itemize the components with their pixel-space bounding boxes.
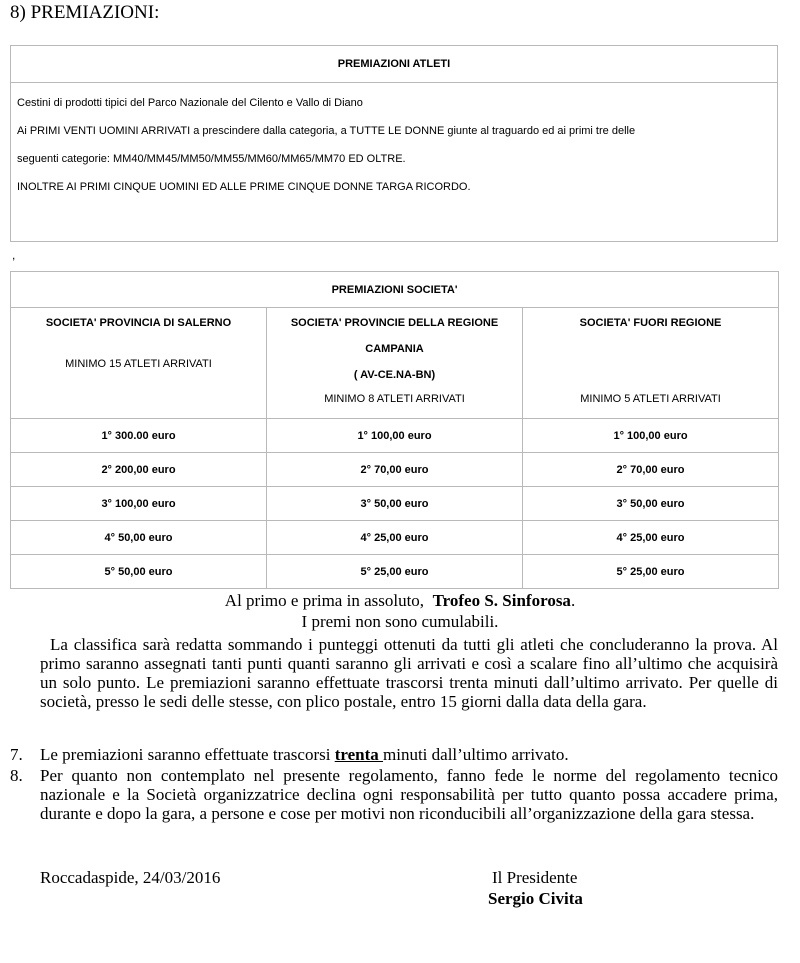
column-minimum: MINIMO 5 ATLETI ARRIVATI <box>580 393 721 405</box>
column-header-campania <box>267 308 523 419</box>
stray-mark: , <box>12 248 16 262</box>
trophy-prefix: Al primo e prima in assoluto, <box>224 591 433 610</box>
place-date: Roccadaspide, 24/03/2016 <box>40 868 221 887</box>
list-item-number: 7. <box>10 745 23 764</box>
prize-cell: 2° 200,00 euro <box>11 453 267 487</box>
non-cumulative-note: I premi non sono cumulabili. <box>301 612 499 631</box>
prize-cell: 3° 100,00 euro <box>11 487 267 521</box>
emphasis-trenta: trenta <box>334 745 384 764</box>
athletes-prize-line: Cestini di prodotti tipici del Parco Nazionale del Cilento e Vallo di Diano <box>17 97 363 109</box>
prize-cell: 1° 100,00 euro <box>267 419 523 453</box>
signature-name: Sergio Civita <box>488 889 583 908</box>
column-title: SOCIETA' PROVINCIE DELLA REGIONE <box>290 317 499 329</box>
column-header-salerno <box>11 308 267 419</box>
column-title: SOCIETA' PROVINCIA DI SALERNO <box>45 317 232 329</box>
athletes-prizes-header: PREMIAZIONI ATLETI <box>11 46 778 83</box>
signature-role: Il Presidente <box>492 868 578 887</box>
column-title: CAMPANIA <box>365 343 424 355</box>
ranking-paragraph: La classifica sarà redatta sommando i punteggi ottenuti da tutti gli atleti che concluderanno la prova. Al primo saranno assegnati tanti punti quanti saranno gli arrivati e così a scalare fino all’ultimo che acquisirà un solo punto. Le premiazioni saranno effettuate trascorsi trenta minuti dall’ultimo arrivato. Per quelle di società, presso le sedi delle stesse, con plico postale, entro 15 giorni dalla data della gara. <box>40 635 778 711</box>
clubs-prizes-header: PREMIAZIONI SOCIETA' <box>11 272 779 308</box>
prize-cell: 3° 50,00 euro <box>523 487 779 521</box>
table-row <box>11 453 779 487</box>
list-item-text <box>40 745 778 764</box>
trophy-name: Trofeo S. Sinforosa <box>432 591 571 610</box>
prize-cell: 3° 50,00 euro <box>267 487 523 521</box>
column-title: ( AV-CE.NA-BN) <box>353 369 436 381</box>
prize-cell: 1° 100,00 euro <box>523 419 779 453</box>
column-minimum: MINIMO 8 ATLETI ARRIVATI <box>324 393 465 405</box>
table-row <box>11 555 779 589</box>
prize-cell: 2° 70,00 euro <box>267 453 523 487</box>
list-item <box>10 766 778 823</box>
column-minimum: MINIMO 15 ATLETI ARRIVATI <box>65 358 212 370</box>
list-item-text-part: Le premiazioni saranno effettuate trascorsi <box>40 745 335 764</box>
athletes-prizes-table <box>10 45 778 242</box>
prize-cell: 4° 25,00 euro <box>523 521 779 555</box>
table-row <box>11 487 779 521</box>
list-item-number: 8. <box>10 766 23 785</box>
table-row <box>11 419 779 453</box>
athletes-prize-line: INOLTRE AI PRIMI CINQUE UOMINI ED ALLE PRIME CINQUE DONNE TARGA RICORDO. <box>17 181 471 193</box>
list-item-text-part: minuti dall’ultimo arrivato. <box>383 745 569 764</box>
trophy-suffix: . <box>570 591 576 610</box>
table-row <box>11 521 779 555</box>
prize-cell: 2° 70,00 euro <box>523 453 779 487</box>
prize-cell: 5° 50,00 euro <box>11 555 267 589</box>
prize-cell: 4° 25,00 euro <box>267 521 523 555</box>
prize-cell: 5° 25,00 euro <box>523 555 779 589</box>
athletes-prizes-body <box>11 83 778 242</box>
list-item <box>10 745 778 764</box>
clubs-prizes-table <box>10 271 779 589</box>
section-title: 8) PREMIAZIONI: <box>10 2 160 23</box>
athletes-prize-line: Ai PRIMI VENTI UOMINI ARRIVATI a prescindere dalla categoria, a TUTTE LE DONNE giunte al traguardo ed ai primi tre delle <box>17 125 636 137</box>
column-header-fuori-regione <box>523 308 779 419</box>
prize-cell: 5° 25,00 euro <box>267 555 523 589</box>
prize-cell: 1° 300.00 euro <box>11 419 267 453</box>
column-title: SOCIETA' FUORI REGIONE <box>579 317 722 329</box>
list-item-text: Per quanto non contemplato nel presente regolamento, fanno fede le norme del regolamento tecnico nazionale e la Società organizzatrice declina ogni responsabilità per tutto quanto possa accadere prima, durante e dopo la gara, a persone e cose per motivi non riconducibili all’organizzazione della gara stessa. <box>40 766 778 823</box>
trophy-line <box>0 591 800 610</box>
prize-cell: 4° 50,00 euro <box>11 521 267 555</box>
athletes-prize-line: seguenti categorie: MM40/MM45/MM50/MM55/MM60/MM65/MM70 ED OLTRE. <box>17 153 406 165</box>
